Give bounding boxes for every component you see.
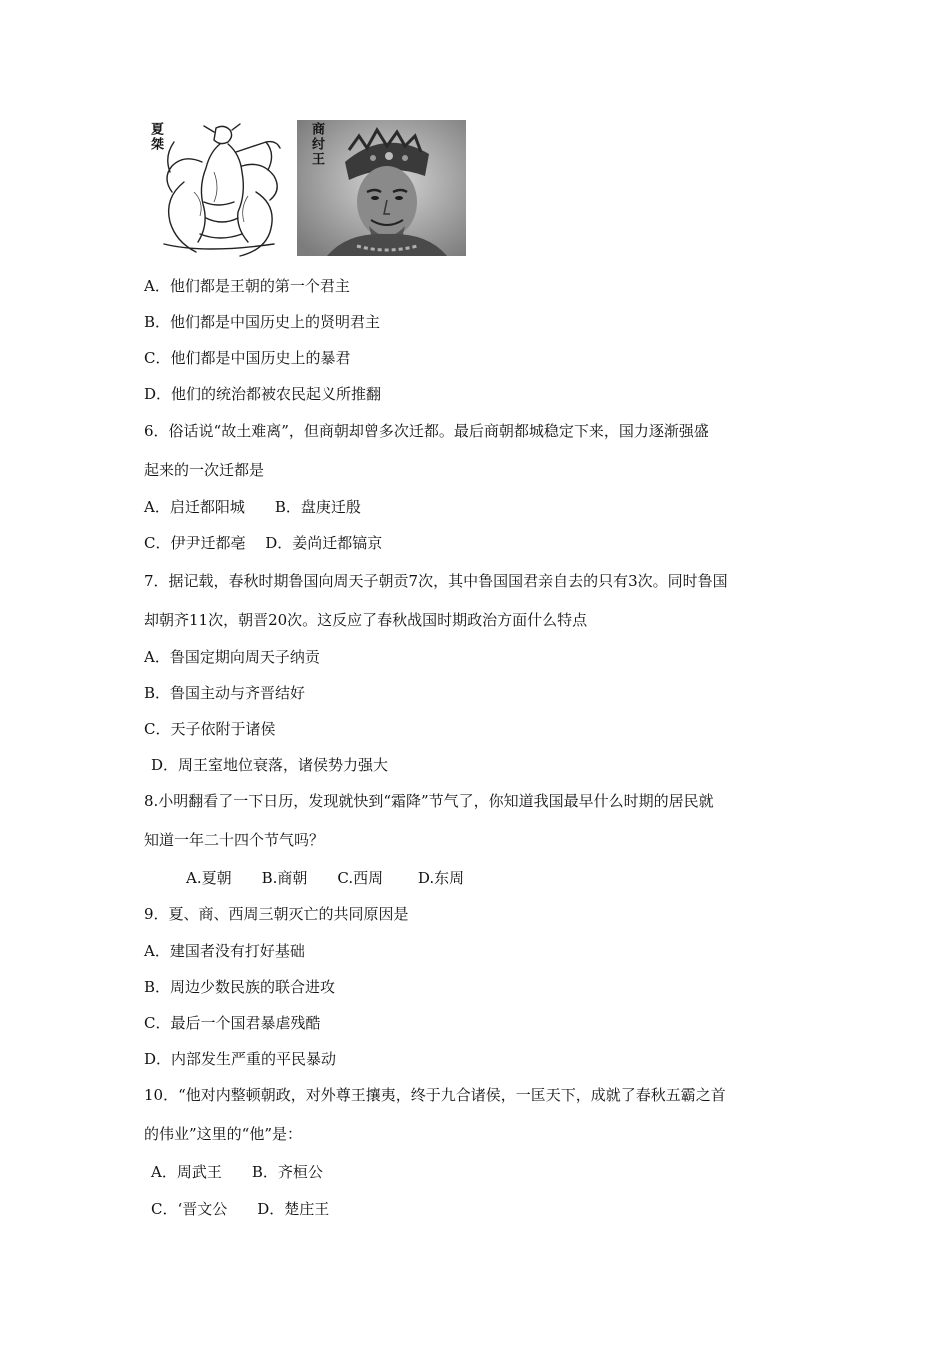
q7-option-d: D．周王室地位衰落，诸侯势力强大 xyxy=(151,756,389,774)
q6-stem-line1: 6．俗话说“故土难离”，但商朝却曾多次迁都。最后商朝都城稳定下来，国力逐渐强盛 xyxy=(144,422,709,440)
q10-options-ab: A．周武王 B．齐桓公 xyxy=(151,1163,323,1181)
q9-stem: 9．夏、商、西周三朝灭亡的共同原因是 xyxy=(144,905,409,923)
q5-option-a: A．他们都是王朝的第一个君主 xyxy=(144,277,350,295)
q6-stem-line2: 起来的一次迁都是 xyxy=(144,461,265,479)
shang-zhou-label: 商纣王 xyxy=(309,122,324,167)
q6-options-ab: A．启迁都阳城 B．盘庚迁殷 xyxy=(144,498,361,516)
q8-stem-line1: 8.小明翻看了一下日历，发现就快到“霜降”节气了，你知道我国最早什么时期的居民就 xyxy=(144,792,714,810)
q6-options-cd: C．伊尹迁都亳 D．姜尚迁都镐京 xyxy=(144,534,383,552)
q10-options-cd: C．‘晋文公 D．楚庄王 xyxy=(151,1200,330,1218)
q7-stem-line2: 却朝齐11次，朝晋20次。这反应了春秋战国时期政治方面什么特点 xyxy=(144,611,588,629)
xia-jie-drawing xyxy=(144,122,294,258)
portraits-figure xyxy=(144,120,466,258)
q10-stem-line1: 10．“他对内整顿朝政，对外尊王攘夷，终于九合诸侯，一匡天下，成就了春秋五霸之首 xyxy=(144,1086,726,1104)
q7-option-a: A．鲁国定期向周天子纳贡 xyxy=(144,648,320,666)
q7-stem-line1: 7．据记载，春秋时期鲁国向周天子朝贡7次，其中鲁国国君亲自去的只有3次。同时鲁国 xyxy=(144,572,728,590)
q8-stem-line2: 知道一年二十四个节气吗？ xyxy=(144,831,325,849)
q9-option-d: D．内部发生严重的平民暴动 xyxy=(144,1050,337,1068)
q5-option-c: C．他们都是中国历史上的暴君 xyxy=(144,349,351,367)
q8-options: A.夏朝 B.商朝 C.西周 D.东周 xyxy=(186,869,465,887)
q9-option-a: A．建国者没有打好基础 xyxy=(144,942,305,960)
xia-jie-label: 夏桀 xyxy=(148,122,163,152)
q5-option-d: D．他们的统治都被农民起义所推翻 xyxy=(144,385,382,403)
q9-option-b: B．周边少数民族的联合进攻 xyxy=(144,978,336,996)
q7-option-c: C．天子依附于诸侯 xyxy=(144,720,276,738)
q9-option-c: C．最后一个国君暴虐残酷 xyxy=(144,1014,321,1032)
q10-stem-line2: 的伟业”这里的“他”是： xyxy=(144,1125,303,1143)
q7-option-b: B．鲁国主动与齐晋结好 xyxy=(144,684,306,702)
q5-option-b: B．他们都是中国历史上的贤明君主 xyxy=(144,313,381,331)
shang-zhou-photo xyxy=(297,120,466,256)
